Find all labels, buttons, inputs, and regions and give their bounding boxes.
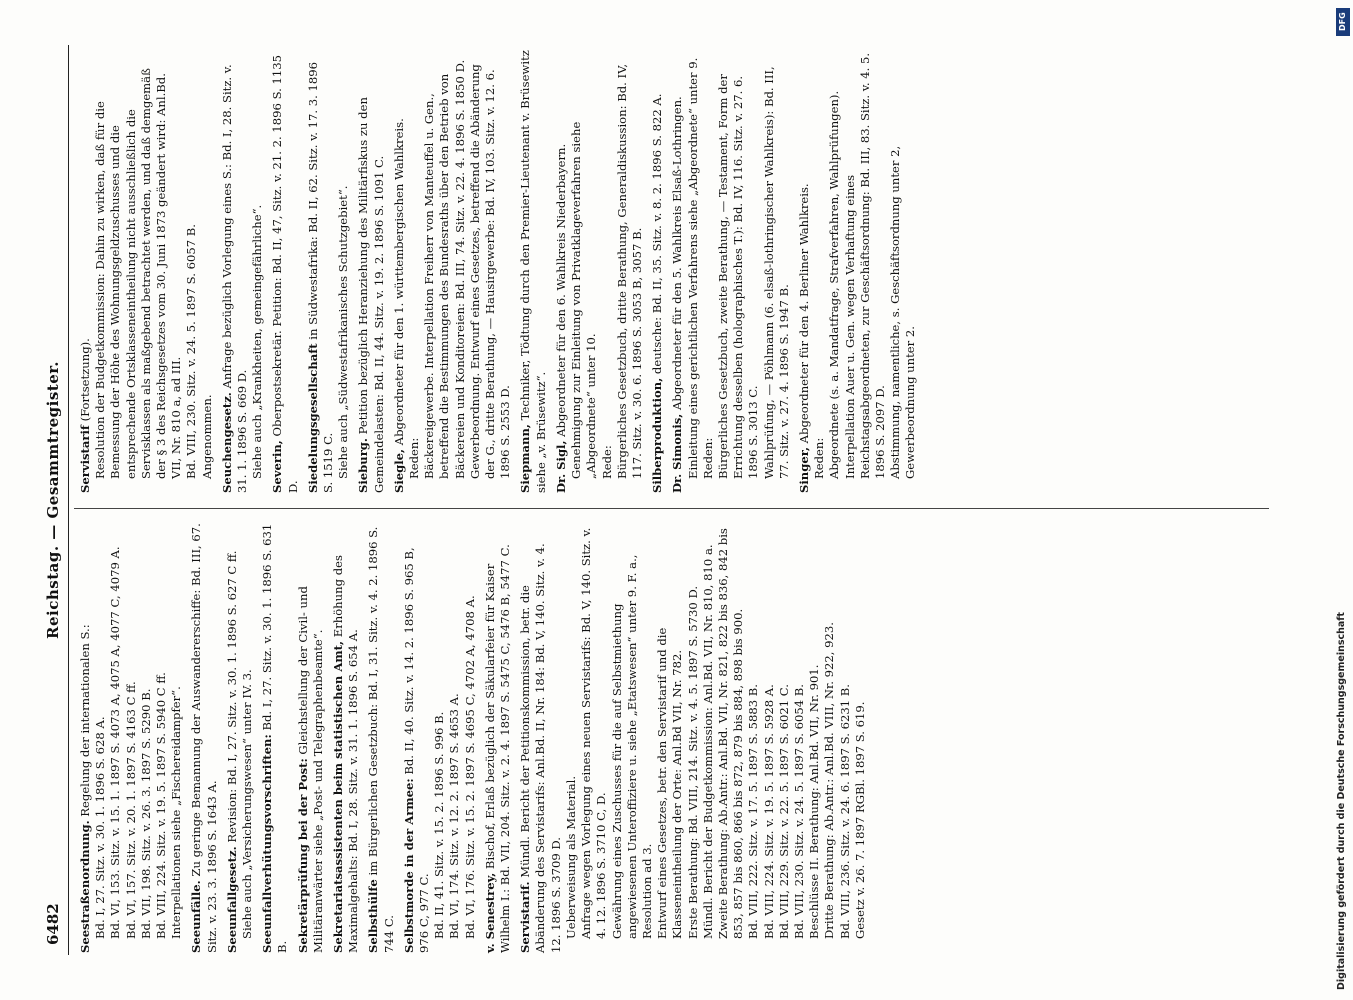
entry-line: Abgeordneter für den 4. Berliner Wahlkreis. bbox=[796, 183, 811, 444]
entry-line: im Bürgerlichen Gesetzbuch: Bd. I, 31. Sitz. v. 4. 2. 1896 S. 744 C. bbox=[366, 526, 396, 953]
entry-line: Gewährung eines Zuschusses für die auf Selbstmiethung angewiesenen Unteroffiziere u. siehe „Etatswesen“ unter 9. F. a., Resolution ad 3. bbox=[609, 554, 654, 939]
entry-headword: Sekretariatsassistenten beim statistischen Amt, bbox=[331, 640, 346, 953]
entry-line: Bd. I, 27. Sitz. v. 30. 1. 1896 S. 631 B. bbox=[260, 523, 290, 953]
entry-line: Resolution der Budgetkommission: Dahin zu wirken, daß für die Bemessung der Höhe des Wohnungsgeldzuschusses und die entsprechende Ortsklasseneintheilung nicht ausschließlich die Servisklassen als maßgebend betrachtet werden, und daß demgemäß der § 3 des Reichsgesetzes vom 30. Juni 1873 geändert wird: Anl.Bd. VII, Nr. 810 a, ad III. bbox=[93, 68, 184, 479]
entry-headword: v. Senestrey, bbox=[482, 872, 497, 953]
entry-line: Bd. VI, 153. Sitz. v. 15. 1. 1897 S. 4073 A, 4075 A, 4077 C, 4079 A. bbox=[108, 546, 123, 939]
entry-line: Genehmigung zur Einleitung von Privatklageverfahren siehe „Abgeordnete“ unter 10. bbox=[569, 121, 599, 479]
entry-headword: Siedelungsgesellschaft bbox=[305, 343, 320, 493]
column-divider bbox=[74, 508, 1269, 509]
entry-headword: Dr. Sigl, bbox=[553, 440, 568, 493]
register-entry bbox=[225, 523, 255, 953]
entry-headword: Seuchengesetz. bbox=[219, 392, 234, 493]
page-header bbox=[40, 45, 68, 955]
entry-line: Siehe auch „Südwestafrikanisches Schutzgebiet“. bbox=[336, 185, 351, 479]
entry-line: Mündl. Bericht der Petitionskommission, betr. die Abänderung des Servistarifs: Anl.Bd. II, Nr. 184: Bd. V, 140. Sitz. v. 4. 12. 1896 S. 3709 D. bbox=[518, 543, 563, 953]
entry-line: Rede: bbox=[599, 445, 614, 479]
dfg-logo: DFG bbox=[1336, 8, 1350, 36]
register-entry bbox=[518, 523, 868, 953]
entry-line: Bischof, Erlaß bezüglich der Säkularfeier für Kaiser Wilhelm I.: Bd. VII, 204. Sitz. v. 2. 4. 1897 S. 5475 C, 5476 B, 5477 C. bbox=[482, 544, 513, 953]
register-entry bbox=[797, 49, 919, 493]
entry-line: Ueberweisung als Material. bbox=[563, 775, 578, 939]
entry-line: Abgeordnete (s. a. Mandatfrage, Strafverfahren, Wahlprüfungen). Interpellation Auer u. Gen. wegen Verhaftung eines Reichstagsabgeordneten, zur Geschäftsordnung: Bd. III, 83. Sitz. v. 4. 5. 1896 S. 2097 D. bbox=[827, 52, 887, 479]
entry-line: Dritte Berathung: Ab.Antr.: Anl.Bd. VIII, Nr. 922, 923. bbox=[822, 622, 837, 939]
entry-line: Gewerbeordnung. Entwurf eines Gesetzes, betreffend die Abänderung der G., dritte Berathung, — Hausirgewerbe: Bd. IV, 103. Sitz. v. 12. 6. 1896 S. 2553 D. bbox=[467, 64, 513, 479]
entry-headword: Seeunfallgesetz. bbox=[224, 846, 239, 953]
entry-line: Oberpostsekretär. Petition: Bd. II, 47, Sitz. v. 21. 2. 1896 S. 1135 D. bbox=[270, 55, 300, 493]
register-entry bbox=[296, 523, 326, 953]
entry-headword: Siegle, bbox=[391, 448, 406, 493]
entry-line: Bd. VII, 198. Sitz. v. 26. 3. 1897 S. 5290 B. bbox=[138, 688, 153, 939]
register-entry bbox=[78, 523, 184, 953]
entry-line: Bd. VI, 157. Sitz. v. 20. 1. 1897 S. 4163 C ff. bbox=[123, 681, 138, 939]
register-entry bbox=[356, 49, 386, 493]
entry-line: Erste Berathung: Bd. VIII, 214. Sitz. v. 4. 5. 1897 S. 5730 D. bbox=[685, 585, 700, 939]
entry-line: in Südwestafrika: Bd. II, 62. Sitz. v. 17. 3. 1896 S. 1519 C. bbox=[305, 61, 336, 493]
entry-line: deutsche: Bd. II, 35. Sitz. v. 8. 2. 1896 S. 822 A. bbox=[650, 93, 665, 375]
entry-line: Bd. II, 41. Sitz. v. 15. 2. 1896 S. 996 B. bbox=[432, 711, 447, 939]
register-entry bbox=[306, 49, 352, 493]
register-entry bbox=[650, 49, 665, 493]
register-entry bbox=[189, 523, 219, 953]
entry-headword: Severin, bbox=[270, 440, 285, 493]
entry-line: Entwurf eines Gesetzes, betr. den Servistarif und die Klasseneintheilung der Orte: Anl.Bd VII, Nr. 782. bbox=[655, 627, 685, 939]
register-entry bbox=[483, 523, 513, 953]
entry-line: Bd. VIII, 230. Sitz. v. 24. 5. 1897 S. 6054 B. bbox=[791, 684, 806, 939]
entry-line: Siehe auch „Krankheiten, gemeingefährliche“. bbox=[250, 204, 265, 479]
entry-line: Bd. I, 27. Sitz. v. 30. 1. 1896 S. 628 A. bbox=[93, 716, 108, 939]
entry-line: Bd. VIII, 224. Sitz. v. 19. 5. 1897 S. 5928 A. bbox=[761, 684, 776, 939]
entry-line: Gleichstellung der Civil- und Militäranwärter siehe „Post- und Telegraphenbeamte“. bbox=[295, 586, 325, 953]
register-entry bbox=[331, 523, 361, 953]
entry-headword: Seeunfallverhütungsvorschriften: bbox=[260, 734, 275, 953]
entry-line: Bd. VIII, 224. Sitz. v. 19. 5. 1897 S. 5940 C ff. bbox=[154, 672, 169, 939]
entry-line: Bäckereigewerbe. Interpellation Freiherr von Manteuffel u. Gen., betreffend die Bestimmungen des Bundesraths über den Betrieb von Bäckereien und Konditoreien: Bd. III, 74. Sitz. v. 22. 4. 1896 S. 1850 D. bbox=[422, 59, 467, 479]
entry-line: Siehe auch „Versicherungswesen“ unter IV. 3. bbox=[240, 669, 255, 939]
entry-headword: Seeunfälle. bbox=[189, 880, 204, 953]
page-number: 6482 bbox=[44, 903, 62, 945]
entry-line: Beschlüsse II. Berathung: Anl.Bd. VII, Nr. 901. bbox=[807, 664, 822, 939]
entry-headword: Sieburg. bbox=[356, 438, 371, 493]
register-entry bbox=[260, 523, 290, 953]
entry-line: Anfrage wegen Vorlegung eines neuen Servistarifs: Bd. V, 140. Sitz. v. 4. 12. 1896 S. 3710 C, D. bbox=[579, 527, 609, 939]
digitization-credit: Digitalisierung gefördert durch die Deutsche Forschungsgemeinschaft bbox=[1336, 612, 1347, 990]
entry-line: Bd. II, 40. Sitz. v. 14. 2. 1896 S. 965 B, 976 C, 977 C. bbox=[401, 547, 432, 953]
register-entry bbox=[554, 49, 645, 493]
entry-line: Regelung der internationalen S.: bbox=[78, 624, 92, 817]
entry-line: Abgeordneter für den 1. württembergischen Wahlkreis. bbox=[391, 118, 406, 446]
entry-line: (Fortsetzung). bbox=[78, 338, 92, 422]
entry-line: Wahlprüfung, — Pöhlmann (6. elsaß-lothringischer Wahlkreis): Bd. III, 77. Sitz. v. 27. 4. 1896 S. 1947 B. bbox=[761, 66, 791, 479]
entry-line: Interpellationen siehe „Fischereidampfer“. bbox=[169, 686, 184, 939]
entry-line: Abgeordneter für den 5. Wahlkreis Elsaß-Lothringen. bbox=[670, 96, 685, 410]
page-title: Reichstag. — Gesammtregister. bbox=[44, 361, 62, 639]
entry-line: Mündl. Bericht der Budgetkommission: Anl.Bd. VII, Nr. 810, 810 a. bbox=[700, 544, 715, 939]
entry-line: Bd. VI, 174. Sitz. v. 12. 2. 1897 S. 4653 A. bbox=[447, 693, 462, 939]
right-column bbox=[78, 49, 924, 493]
entry-line: Bd. VIII, 222. Sitz. v. 17. 5. 1897 S. 5883 B. bbox=[746, 684, 761, 939]
entry-line: Erhöhung des Maximalgehalts: Bd. I, 28. Sitz. v. 31. 1. 1896 S. 654 A. bbox=[331, 555, 361, 953]
entry-line: Petition bezüglich Heranziehung des Militärfiskus zu den Gemeindelasten: Bd. II, 44. Sitz. v. 19. 2. 1896 S. 1091 C. bbox=[356, 97, 386, 493]
register-entry bbox=[220, 49, 266, 493]
entry-line: Bd. VI, 176. Sitz. v. 15. 2. 1897 S. 4695 C, 4702 A, 4708 A. bbox=[462, 595, 477, 939]
entry-line: Angenommen. bbox=[199, 394, 214, 479]
entry-line: Abgeordneter für den 6. Wahlkreis Niederbayern. bbox=[553, 143, 568, 437]
entry-headword: Singer, bbox=[796, 447, 811, 493]
entry-line: Zu geringe Bemannung der Auswandererschiffe: Bd. III, 67. Sitz. v. 23. 3. 1896 S. 1643 A. bbox=[189, 523, 219, 953]
entry-headword: Servistarif. bbox=[518, 881, 533, 953]
register-entry bbox=[392, 49, 514, 493]
entry-line: Zweite Berathung: Ab.Antr.: Anl.Bd. VII, Nr. 821, 822 bis 836, 842 bis 853, 857 bis 860, 866 bis 872, 879 bis 884, 898 bis 900. bbox=[715, 528, 746, 939]
register-entry bbox=[402, 523, 478, 953]
entry-headword: Selbsthülfe bbox=[366, 879, 381, 953]
entry-line: Gesetz v. 26. 7. 1897 RGBl. 1897 S. 619. bbox=[852, 701, 867, 939]
register-entry bbox=[270, 49, 300, 493]
register-entry bbox=[78, 49, 215, 493]
entry-line: Revision: Bd. I, 27. Sitz. v. 30. 1. 1896 S. 627 C ff. bbox=[224, 550, 239, 843]
entry-line: Reden: bbox=[812, 437, 827, 479]
entry-headword: Sekretärprüfung bei der Post: bbox=[295, 758, 310, 953]
entry-headword: Siepmann, bbox=[518, 424, 533, 493]
entry-line: Reden: bbox=[700, 437, 715, 479]
register-entry bbox=[518, 49, 548, 493]
entry-headword: Dr. Simonis, bbox=[670, 413, 685, 493]
entry-line: Bürgerliches Gesetzbuch, dritte Berathung, Generaldiskussion: Bd. IV, 117. Sitz. v. 30. 6. 1896 S. 3053 B, 3057 B. bbox=[614, 63, 644, 479]
entry-headword: Servistarif bbox=[78, 425, 92, 493]
entry-line: Einleitung eines gerichtlichen Verfahrens siehe „Abgeordnete“ unter 9. bbox=[685, 57, 700, 479]
header-rule bbox=[68, 45, 69, 955]
register-entry bbox=[670, 49, 792, 493]
entry-line: Anfrage bezüglich Vorlegung eines S.: Bd. I, 28. Sitz. v. 31. 1. 1896 S. 669 D. bbox=[219, 64, 250, 493]
left-column bbox=[78, 523, 873, 953]
entry-headword: Seestraßenordnung. bbox=[78, 820, 92, 953]
entry-headword: Selbstmorde in der Armee: bbox=[401, 778, 416, 953]
entry-headword: Silberproduktion, bbox=[650, 377, 665, 493]
entry-line: Techniker, Tödtung durch den Premier-Lieutenant v. Brüsewitz siehe „v. Brüsewitz“. bbox=[518, 50, 548, 493]
entry-line: Bd. VIII, 230. Sitz. v. 24. 5. 1897 S. 6057 B. bbox=[184, 224, 199, 479]
entry-line: Reden: bbox=[407, 437, 422, 479]
register-entry bbox=[366, 523, 396, 953]
entry-line: Bd. VIII, 229. Sitz. v. 22. 5. 1897 S. 6021 C. bbox=[776, 684, 791, 939]
rotated-register-page bbox=[40, 45, 1290, 955]
entry-line: Bd. VIII, 236. Sitz. v. 24. 6. 1897 S. 6231 B. bbox=[837, 684, 852, 939]
entry-line: Abstimmung, namentliche, s. Geschäftsordnung unter 2, Gewerbeordnung unter 2. bbox=[888, 145, 918, 479]
entry-line: Bürgerliches Gesetzbuch, zweite Berathung, — Testament, Form der Errichtung desselben (holographisches T.): Bd. IV, 116. Sitz. v. 27. 6. 1896 S. 3013 C. bbox=[715, 74, 761, 479]
